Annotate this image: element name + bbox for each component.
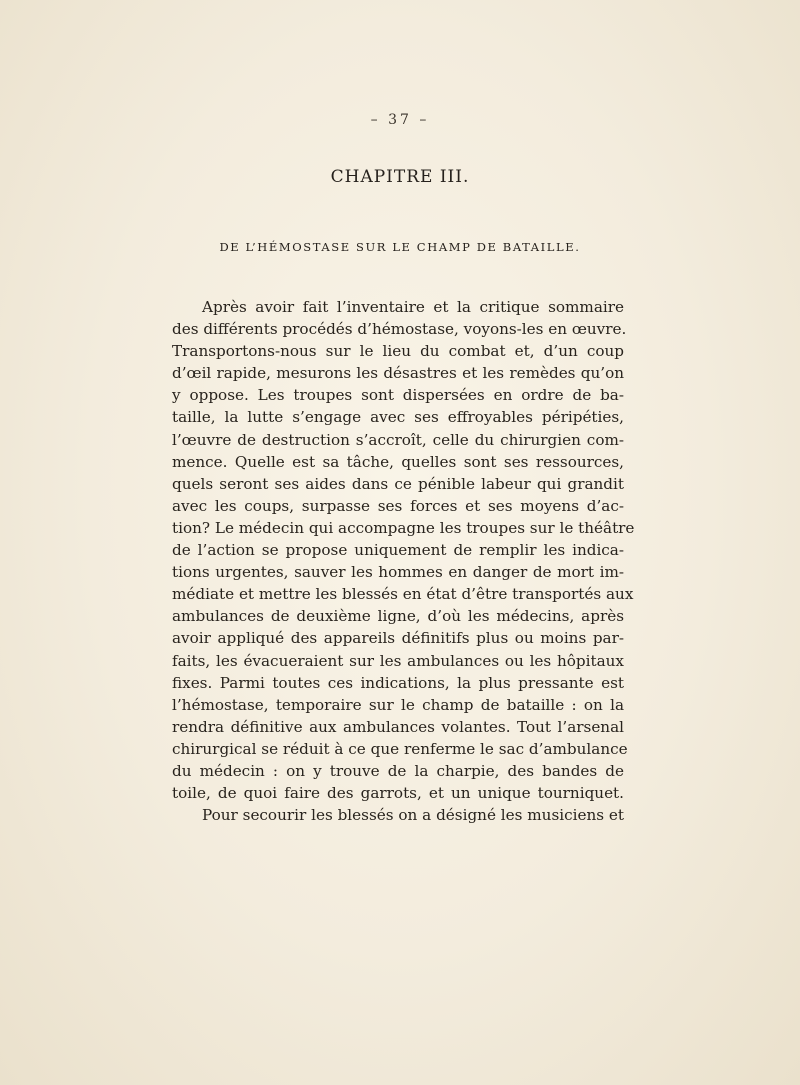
text-line: d’œil rapide, mesurons les désastres et les remèdes qu’on [172,364,624,383]
text-line: chirurgical se réduit à ce que renferme le sac d’ambulance [172,739,628,758]
text-line: rendra définitive aux ambulances volantes. Tout l’arsenal [172,717,624,736]
text-line: toile, de quoi faire des garrots, et un unique tourniquet. [172,784,624,803]
text-line: du médecin : on y trouve de la charpie, des bandes de [172,761,624,780]
text-line: quels seront ses aides dans ce pénible labeur qui grandit [172,474,624,493]
text-line: mence. Quelle est sa tâche, quelles sont ses ressources, [172,452,624,471]
text-line: Pour secourir les blessés on a désigné les musiciens et [202,806,624,825]
text-line: de l’action se propose uniquement de remplir les indica- [172,541,624,560]
chapter-title: CHAPITRE III. [330,167,470,187]
text-line: avec les coups, surpasse ses forces et ses moyens d’ac- [172,496,624,515]
text-line: taille, la lutte s’engage avec ses effroyables péripéties, [172,408,624,427]
text-line: avoir appliqué des appareils définitifs plus ou moins par- [172,629,624,648]
text-line: Après avoir fait l’inventaire et la critique sommaire [202,298,624,316]
section-title: DE L’HÉMOSTASE SUR LE CHAMP DE BATAILLE. [219,240,581,254]
text-line: médiate et mettre les blessés en état d’être transportés aux [172,585,634,604]
body-paragraph [172,296,635,826]
text-line: ambulances de deuxième ligne, d’où les médecins, après [172,607,624,626]
text-line: fixes. Parmi toutes ces indications, la plus pressante est [172,673,624,692]
text-line: l’œuvre de destruction s’accroît, celle du chirurgien com- [172,430,624,449]
text-line: tion? Le médecin qui accompagne les troupes sur le théâtre [172,518,635,537]
text-line: Transportons-nous sur le lieu du combat et, d’un coup [172,342,624,361]
text-line: y oppose. Les troupes sont dispersées en ordre de ba- [172,386,624,405]
page-number: – 37 – [370,112,430,128]
text-line: tions urgentes, sauver les hommes en danger de mort im- [172,563,624,582]
text-line: l’hémostase, temporaire sur le champ de bataille : on la [172,695,624,714]
text-line: des différents procédés d’hémostase, voyons-les en œuvre. [172,320,627,339]
text-line: faits, les évacueraient sur les ambulances ou les hôpitaux [172,651,624,670]
